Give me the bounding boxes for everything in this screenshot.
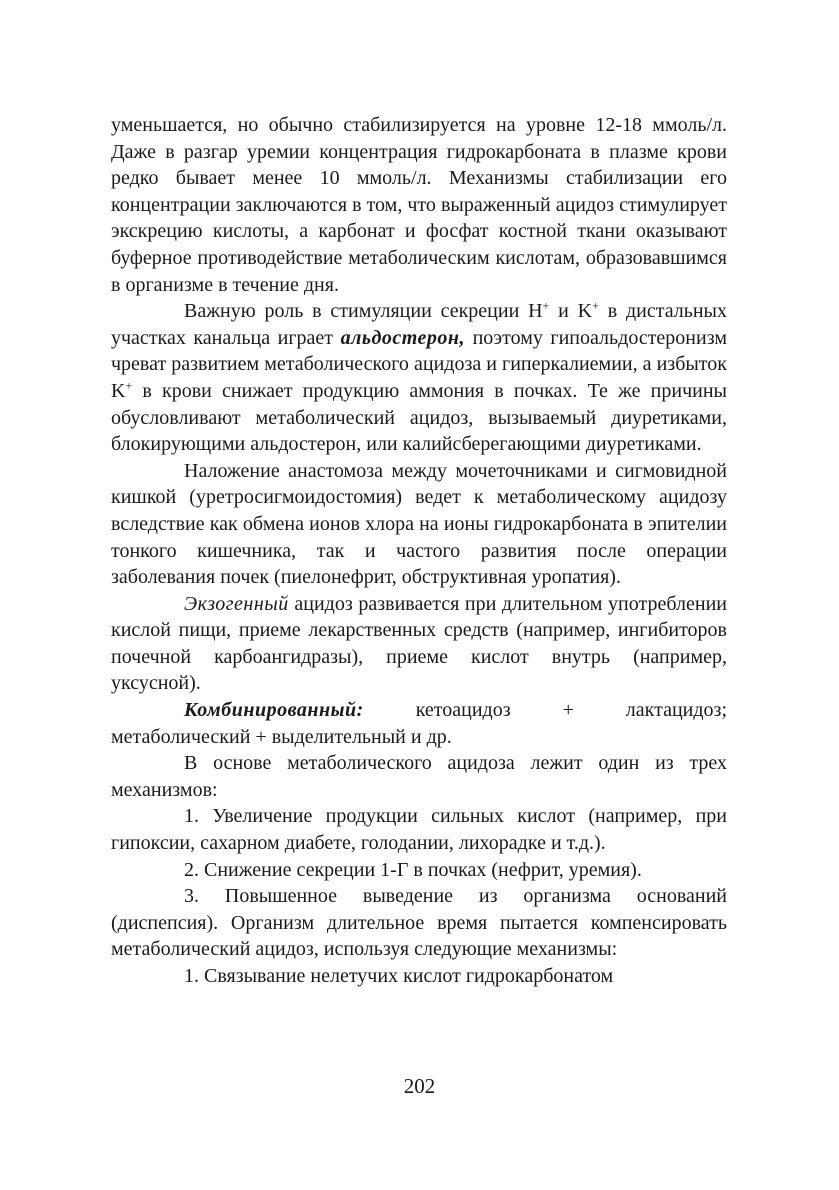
list-item-3: 3. Повышенное выведение из организма оснований (диспепсия). Организм длительное время пытается компенсировать метаболический ацидоз, используя следующие механизмы: [111, 885, 727, 961]
page-number: 202 [403, 1074, 436, 1098]
term-combined: Комбинированный: [184, 699, 364, 722]
paragraph-2-part-c: в дистальных участках канальца играет [111, 300, 727, 349]
term-exogenous: Экзогенный [184, 592, 289, 615]
superscript-plus: + [542, 298, 550, 313]
paragraph-2-part-e: в крови снижает продукцию аммония в почках. Те же причины обусловливают метаболический ацидоз, вызываемый диуретиками, блокирующими альдостерон, или калийсберегающими диуретиками. [111, 379, 727, 456]
compensation-item-1: 1. Связывание нелетучих кислот гидрокарбонатом [184, 965, 614, 987]
paragraph-5 [111, 697, 727, 750]
paragraph-4-rest: ацидоз развивается при длительном употреблении кислой пищи, приеме лекарственных средств (например, ингибиторов почечной карбоангидразы), приеме кислот внутрь (например, уксусной). [111, 592, 727, 695]
body-text [111, 112, 727, 990]
paragraph-2-part-d: поэтому гипоальдостеронизм чреват развитием метаболического ацидоза и гиперкалиемии, а избыток K [111, 326, 727, 402]
paragraph-4 [111, 591, 727, 697]
paragraph-2-part-a: Важную роль в стимуляции секреции H [184, 300, 543, 323]
paragraph-3: Наложение анастомоза между мочеточниками и сигмовидной кишкой (уретросигмоидостомия) ведет к метаболическому ацидозу вследствие как обмена ионов хлора на ионы гидрокарбоната в эпителии тонкого кишечника, так и частого развития после операции заболевания почек (пиелонефрит, обструктивная уропатия). [111, 459, 727, 589]
list-item-2: 2. Снижение секреции 1-Г в почках (нефрит, уремия). [184, 858, 642, 881]
paragraph-6: В основе метаболического ацидоза лежит один из трех механизмов: [111, 752, 727, 801]
paragraph-2-part-b: и K [549, 300, 593, 323]
paragraph-5-rest: кетоацидоз + лактацидоз; метаболический + выделительный и др. [111, 699, 727, 748]
term-aldosterone: альдостерон, [340, 326, 466, 349]
superscript-plus: + [125, 378, 133, 393]
superscript-plus: + [592, 298, 599, 313]
paragraph-2 [111, 298, 727, 458]
paragraph-1: уменьшается, но обычно стабилизируется на уровне 12-18 ммоль/л. Даже в разгар уремии концентрация гидрокарбоната в плазме крови редко бывает менее 10 ммоль/л. Механизмы стабилизации его концентрации заключаются в том, что выраженный ацидоз стимулирует экскрецию кислоты, а карбонат и фосфат костной ткани оказывают буферное противодействие метаболическим кислотам, образовавшимся в организме в течение дня. [111, 114, 727, 296]
list-item-1: 1. Увеличение продукции сильных кислот (например, при гипоксии, сахарном диабете, голодании, лихорадке и т.д.). [111, 805, 727, 855]
